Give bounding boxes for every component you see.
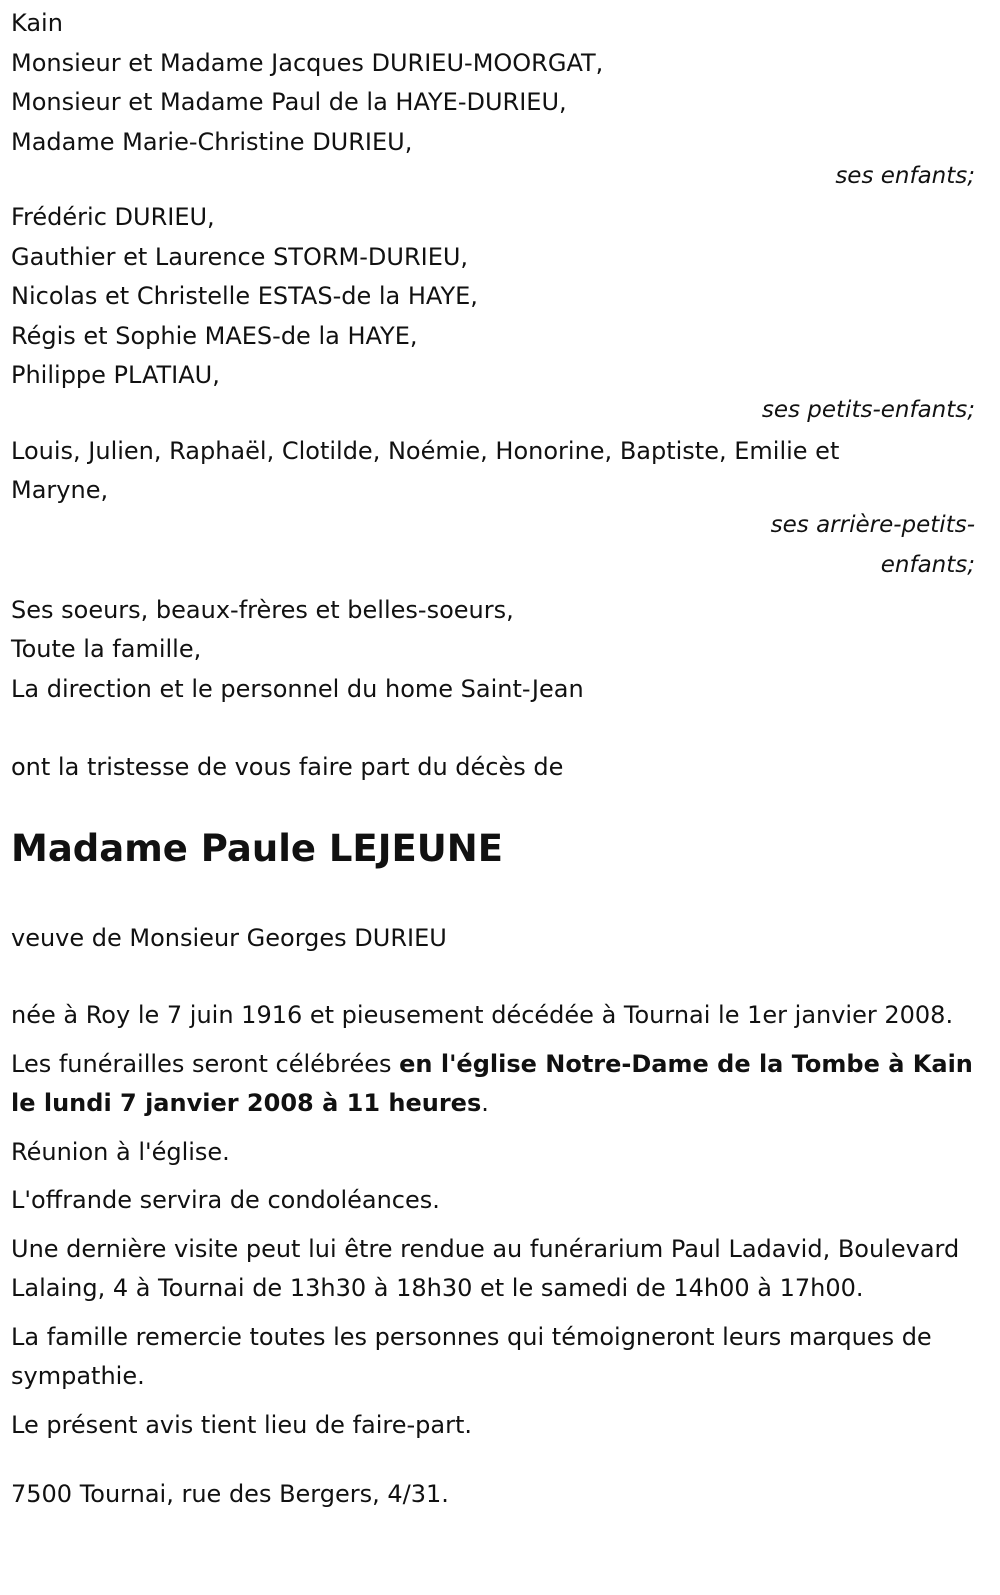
meeting-info: Réunion à l'église. [11, 1137, 230, 1166]
great-grandchildren-section [11, 432, 975, 585]
funeral-location-time: en l'église Notre-Dame de la Tombe à Kain le lundi 7 janvier 2008 à 11 heures [11, 1049, 973, 1117]
child-name: Monsieur et Madame Jacques DURIEU-MOORGAT, [11, 48, 604, 77]
deceased-name: Madame Paule LEJEUNE [11, 826, 504, 870]
obituary-notice [11, 0, 975, 1515]
others-line: Ses soeurs, beaux-frères et belles-soeurs, [11, 595, 514, 624]
funeral-details [11, 1045, 975, 1124]
funeral-suffix: . [481, 1089, 489, 1117]
offering-info: L'offrande servira de condoléances. [11, 1186, 440, 1214]
grandchildren-role: ses petits-enfants; [761, 396, 975, 423]
grandchild-name: Régis et Sophie MAES-de la HAYE, [11, 321, 418, 350]
great-grandchildren-role-line2: enfants; [880, 551, 975, 578]
great-grandchildren-role-line1: ses arrière-petits- [770, 511, 975, 538]
grandchildren-section [11, 198, 975, 430]
location: Kain [11, 9, 63, 37]
child-name: Monsieur et Madame Paul de la HAYE-DURIEU, [11, 88, 567, 116]
child-name: Madame Marie-Christine DURIEU, [11, 127, 413, 156]
thanks-info: La famille remercie toutes les personnes qui témoigneront leurs marques de sympathie. [11, 1322, 932, 1390]
others-line: Toute la famille, [11, 635, 202, 663]
others-section [11, 591, 975, 710]
others-line: La direction et le personnel du home Saint-Jean [11, 674, 584, 703]
address: 7500 Tournai, rue des Bergers, 4/31. [11, 1480, 449, 1508]
grandchild-name: Frédéric DURIEU, [11, 203, 215, 231]
birth-death: née à Roy le 7 juin 1916 et pieusement décédée à Tournai le 1er janvier 2008. [11, 1001, 954, 1029]
grandchild-name: Philippe PLATIAU, [11, 361, 220, 389]
children-role: ses enfants; [835, 163, 975, 189]
children-section [11, 44, 975, 197]
widow-of: veuve de Monsieur Georges DURIEU [11, 923, 447, 952]
grandchild-name: Gauthier et Laurence STORM-DURIEU, [11, 242, 469, 271]
notice-info: Le présent avis tient lieu de faire-part. [11, 1410, 473, 1439]
funeral-prefix: Les funérailles seront célébrées [11, 1049, 400, 1078]
great-grandchildren-names: Louis, Julien, Raphaël, Clotilde, Noémie, Honorine, Baptiste, Emilie et Maryne, [11, 436, 840, 504]
grandchild-name: Nicolas et Christelle ESTAS-de la HAYE, [11, 282, 478, 310]
visit-info: Une dernière visite peut lui être rendue au funérarium Paul Ladavid, Boulevard Lalaing, 4 à Tournai de 13h30 à 18h30 et le samedi de 14h00 à 17h00. [11, 1234, 960, 1302]
announcement: ont la tristesse de vous faire part du décès de [11, 753, 564, 781]
